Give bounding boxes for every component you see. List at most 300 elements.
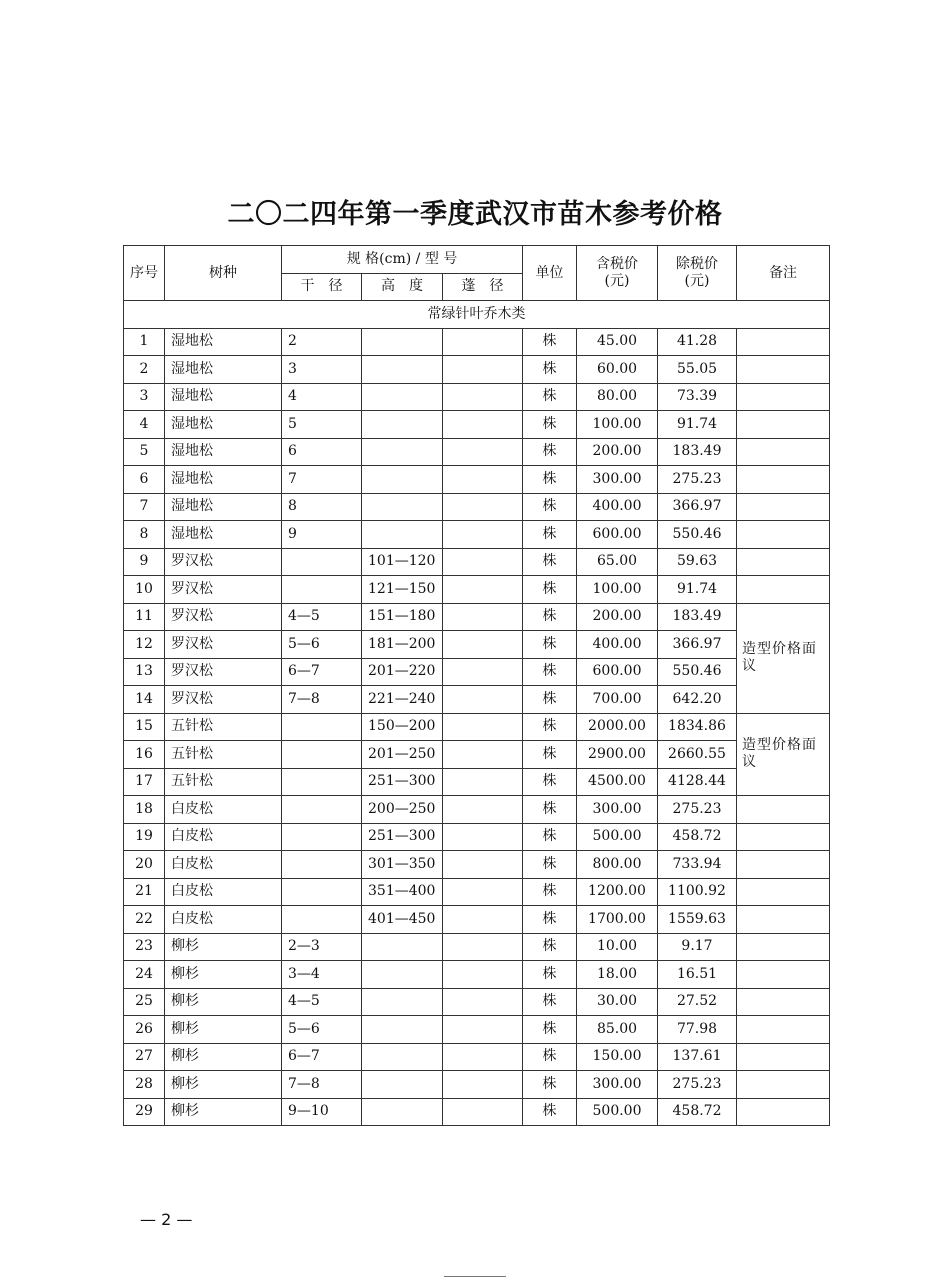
cell-species: 罗汉松: [165, 548, 282, 576]
price-table: [123, 245, 830, 1126]
cell-price-notax: 27.52: [658, 988, 737, 1016]
cell-trunk: [282, 576, 362, 604]
cell-unit: 株: [523, 493, 577, 521]
cell-crown: [443, 1016, 523, 1044]
cell-price-tax: 1200.00: [577, 878, 658, 906]
cell-price-notax: 2660.55: [658, 741, 737, 769]
cell-unit: 株: [523, 438, 577, 466]
cell-species: 白皮松: [165, 796, 282, 824]
cell-remark: [737, 438, 830, 466]
table-row: [124, 933, 830, 961]
category-label: 常绿针叶乔木类: [124, 301, 830, 329]
cell-price-notax: 275.23: [658, 1071, 737, 1099]
cell-height: 401—450: [362, 906, 443, 934]
cell-species: 湿地松: [165, 438, 282, 466]
header-remark: 备注: [737, 246, 830, 301]
cell-no: 26: [124, 1016, 165, 1044]
cell-crown: [443, 328, 523, 356]
cell-price-tax: 400.00: [577, 631, 658, 659]
cell-price-notax: 73.39: [658, 383, 737, 411]
cell-species: 湿地松: [165, 521, 282, 549]
cell-price-tax: 60.00: [577, 356, 658, 384]
header-price-notax-line1: 除税价: [676, 256, 718, 273]
cell-no: 8: [124, 521, 165, 549]
cell-trunk: 5: [282, 411, 362, 439]
cell-trunk: 9—10: [282, 1098, 362, 1126]
cell-no: 18: [124, 796, 165, 824]
cell-no: 14: [124, 686, 165, 714]
cell-price-notax: 642.20: [658, 686, 737, 714]
cell-price-notax: 458.72: [658, 823, 737, 851]
cell-unit: 株: [523, 851, 577, 879]
cell-unit: 株: [523, 823, 577, 851]
cell-price-notax: 137.61: [658, 1043, 737, 1071]
cell-unit: 株: [523, 906, 577, 934]
cell-no: 17: [124, 768, 165, 796]
cell-remark: [737, 548, 830, 576]
cell-no: 20: [124, 851, 165, 879]
cell-species: 白皮松: [165, 906, 282, 934]
table-row: [124, 356, 830, 384]
table-row: [124, 988, 830, 1016]
cell-species: 罗汉松: [165, 686, 282, 714]
header-unit: 单位: [523, 246, 577, 301]
cell-trunk: 6—7: [282, 1043, 362, 1071]
cell-price-tax: 200.00: [577, 603, 658, 631]
table-row: [124, 411, 830, 439]
table-row: [124, 328, 830, 356]
cell-price-notax: 275.23: [658, 466, 737, 494]
cell-price-notax: 1559.63: [658, 906, 737, 934]
cell-crown: [443, 1071, 523, 1099]
cell-price-notax: 1834.86: [658, 713, 737, 741]
cell-height: 151—180: [362, 603, 443, 631]
header-price-tax: [577, 246, 658, 301]
table-row: [124, 658, 830, 686]
cell-unit: 株: [523, 1071, 577, 1099]
cell-price-tax: 10.00: [577, 933, 658, 961]
cell-price-notax: 41.28: [658, 328, 737, 356]
cell-height: [362, 383, 443, 411]
header-price-notax: [658, 246, 737, 301]
cell-no: 19: [124, 823, 165, 851]
cell-price-tax: 45.00: [577, 328, 658, 356]
cell-remark: [737, 796, 830, 824]
cell-height: [362, 1071, 443, 1099]
cell-remark: [737, 356, 830, 384]
cell-unit: 株: [523, 576, 577, 604]
cell-height: 121—150: [362, 576, 443, 604]
cell-trunk: 2—3: [282, 933, 362, 961]
cell-trunk: 4: [282, 383, 362, 411]
cell-height: 101—120: [362, 548, 443, 576]
cell-height: [362, 1043, 443, 1071]
cell-trunk: [282, 906, 362, 934]
cell-trunk: 5—6: [282, 631, 362, 659]
cell-crown: [443, 658, 523, 686]
table-row: [124, 603, 830, 631]
cell-unit: 株: [523, 466, 577, 494]
cell-unit: 株: [523, 631, 577, 659]
cell-price-tax: 80.00: [577, 383, 658, 411]
cell-unit: 株: [523, 383, 577, 411]
cell-no: 5: [124, 438, 165, 466]
table-row: [124, 576, 830, 604]
cell-no: 9: [124, 548, 165, 576]
cell-unit: 株: [523, 1043, 577, 1071]
cell-remark: [737, 823, 830, 851]
cell-trunk: 7—8: [282, 686, 362, 714]
cell-no: 3: [124, 383, 165, 411]
cell-height: 201—250: [362, 741, 443, 769]
cell-price-tax: 150.00: [577, 1043, 658, 1071]
cell-price-notax: 1100.92: [658, 878, 737, 906]
cell-trunk: [282, 878, 362, 906]
cell-no: 2: [124, 356, 165, 384]
cell-unit: 株: [523, 988, 577, 1016]
cell-trunk: [282, 796, 362, 824]
cell-unit: 株: [523, 1016, 577, 1044]
cell-unit: 株: [523, 603, 577, 631]
cell-price-tax: 200.00: [577, 438, 658, 466]
cell-crown: [443, 548, 523, 576]
cell-no: 13: [124, 658, 165, 686]
price-table-body: [124, 301, 830, 1126]
cell-no: 24: [124, 961, 165, 989]
table-row: [124, 1098, 830, 1126]
cell-unit: 株: [523, 1098, 577, 1126]
cell-height: 251—300: [362, 823, 443, 851]
cell-remark: 造型价格面议: [737, 603, 830, 713]
table-row: [124, 466, 830, 494]
cell-crown: [443, 631, 523, 659]
cell-height: [362, 1016, 443, 1044]
cell-price-tax: 4500.00: [577, 768, 658, 796]
cell-no: 4: [124, 411, 165, 439]
cell-height: 201—220: [362, 658, 443, 686]
cell-height: [362, 411, 443, 439]
cell-crown: [443, 686, 523, 714]
cell-no: 23: [124, 933, 165, 961]
cell-crown: [443, 1098, 523, 1126]
cell-trunk: [282, 548, 362, 576]
cell-species: 柳杉: [165, 1071, 282, 1099]
cell-trunk: 7—8: [282, 1071, 362, 1099]
table-row: [124, 878, 830, 906]
cell-unit: 株: [523, 356, 577, 384]
cell-height: [362, 961, 443, 989]
cell-price-tax: 100.00: [577, 576, 658, 604]
cell-species: 柳杉: [165, 961, 282, 989]
cell-no: 7: [124, 493, 165, 521]
cell-trunk: 6: [282, 438, 362, 466]
cell-remark: [737, 1071, 830, 1099]
cell-unit: 株: [523, 411, 577, 439]
cell-price-notax: 366.97: [658, 631, 737, 659]
cell-unit: 株: [523, 741, 577, 769]
cell-species: 湿地松: [165, 356, 282, 384]
cell-height: 221—240: [362, 686, 443, 714]
header-row-top: [124, 246, 830, 274]
cell-price-tax: 700.00: [577, 686, 658, 714]
cell-no: 10: [124, 576, 165, 604]
table-row: [124, 383, 830, 411]
cell-species: 湿地松: [165, 411, 282, 439]
cell-remark: [737, 493, 830, 521]
cell-unit: 株: [523, 878, 577, 906]
category-row: [124, 301, 830, 329]
cell-trunk: [282, 823, 362, 851]
cell-crown: [443, 878, 523, 906]
table-row: [124, 713, 830, 741]
header-price-notax-line2: (元): [684, 273, 710, 289]
cell-height: [362, 933, 443, 961]
cell-no: 25: [124, 988, 165, 1016]
table-row: [124, 768, 830, 796]
cell-remark: [737, 1016, 830, 1044]
header-species: 树种: [165, 246, 282, 301]
cell-crown: [443, 906, 523, 934]
cell-crown: [443, 356, 523, 384]
cell-remark: [737, 576, 830, 604]
cell-no: 12: [124, 631, 165, 659]
cell-price-notax: 458.72: [658, 1098, 737, 1126]
cell-crown: [443, 796, 523, 824]
cell-remark: [737, 521, 830, 549]
cell-unit: 株: [523, 961, 577, 989]
cell-species: 柳杉: [165, 1098, 282, 1126]
cell-crown: [443, 823, 523, 851]
table-row: [124, 548, 830, 576]
cell-height: 150—200: [362, 713, 443, 741]
cell-unit: 株: [523, 933, 577, 961]
table-row: [124, 796, 830, 824]
table-row: [124, 631, 830, 659]
cell-trunk: 3: [282, 356, 362, 384]
cell-unit: 株: [523, 328, 577, 356]
cell-price-notax: 4128.44: [658, 768, 737, 796]
cell-price-tax: 300.00: [577, 466, 658, 494]
cell-price-tax: 65.00: [577, 548, 658, 576]
cell-crown: [443, 713, 523, 741]
cell-remark: [737, 851, 830, 879]
cell-price-notax: 59.63: [658, 548, 737, 576]
cell-price-notax: 275.23: [658, 796, 737, 824]
cell-price-tax: 500.00: [577, 1098, 658, 1126]
table-row: [124, 823, 830, 851]
cell-crown: [443, 1043, 523, 1071]
header-price-tax-line1: 含税价: [596, 256, 638, 273]
cell-crown: [443, 576, 523, 604]
page-title: 二〇二四年第一季度武汉市苗木参考价格: [227, 199, 723, 230]
cell-crown: [443, 988, 523, 1016]
cell-species: 湿地松: [165, 328, 282, 356]
cell-height: 200—250: [362, 796, 443, 824]
cell-no: 6: [124, 466, 165, 494]
header-no: 序号: [124, 246, 165, 301]
cell-species: 五针松: [165, 713, 282, 741]
cell-species: 五针松: [165, 741, 282, 769]
table-row: [124, 438, 830, 466]
cell-height: [362, 328, 443, 356]
cell-trunk: 4—5: [282, 988, 362, 1016]
cell-no: 27: [124, 1043, 165, 1071]
cell-price-tax: 2900.00: [577, 741, 658, 769]
cell-remark: [737, 383, 830, 411]
cell-price-tax: 300.00: [577, 1071, 658, 1099]
cell-crown: [443, 383, 523, 411]
cell-height: [362, 438, 443, 466]
cell-species: 柳杉: [165, 1016, 282, 1044]
cell-remark: [737, 878, 830, 906]
header-crown: 蓬 径: [443, 273, 523, 301]
cell-trunk: [282, 851, 362, 879]
cell-price-notax: 366.97: [658, 493, 737, 521]
cell-price-tax: 18.00: [577, 961, 658, 989]
cell-price-notax: 77.98: [658, 1016, 737, 1044]
cell-remark: [737, 328, 830, 356]
header-trunk: 干 径: [282, 273, 362, 301]
cell-price-notax: 91.74: [658, 411, 737, 439]
cell-no: 15: [124, 713, 165, 741]
cell-price-tax: 600.00: [577, 521, 658, 549]
cell-unit: 株: [523, 713, 577, 741]
cell-price-tax: 30.00: [577, 988, 658, 1016]
cell-trunk: 9: [282, 521, 362, 549]
table-row: [124, 493, 830, 521]
cell-crown: [443, 768, 523, 796]
cell-no: 11: [124, 603, 165, 631]
cell-height: 251—300: [362, 768, 443, 796]
cell-crown: [443, 961, 523, 989]
cell-species: 湿地松: [165, 493, 282, 521]
table-row: [124, 906, 830, 934]
cell-height: [362, 1098, 443, 1126]
cell-unit: 株: [523, 796, 577, 824]
cell-price-notax: 16.51: [658, 961, 737, 989]
cell-species: 湿地松: [165, 383, 282, 411]
page-number: — 2 —: [140, 1210, 193, 1229]
cell-price-tax: 600.00: [577, 658, 658, 686]
cell-trunk: 3—4: [282, 961, 362, 989]
cell-crown: [443, 933, 523, 961]
header-price-tax-line2: (元): [604, 273, 630, 289]
cell-unit: 株: [523, 768, 577, 796]
cell-price-notax: 91.74: [658, 576, 737, 604]
cell-species: 白皮松: [165, 851, 282, 879]
cell-no: 1: [124, 328, 165, 356]
cell-trunk: [282, 713, 362, 741]
cell-trunk: 7: [282, 466, 362, 494]
cell-unit: 株: [523, 521, 577, 549]
cell-height: [362, 521, 443, 549]
table-row: [124, 521, 830, 549]
cell-species: 柳杉: [165, 1043, 282, 1071]
cell-price-tax: 1700.00: [577, 906, 658, 934]
cell-trunk: 4—5: [282, 603, 362, 631]
cell-height: [362, 356, 443, 384]
cell-trunk: 5—6: [282, 1016, 362, 1044]
cell-trunk: 2: [282, 328, 362, 356]
cell-height: 301—350: [362, 851, 443, 879]
cell-price-notax: 9.17: [658, 933, 737, 961]
cell-species: 湿地松: [165, 466, 282, 494]
cell-remark: [737, 933, 830, 961]
cell-crown: [443, 466, 523, 494]
cell-species: 罗汉松: [165, 658, 282, 686]
cell-trunk: 6—7: [282, 658, 362, 686]
cell-price-notax: 183.49: [658, 438, 737, 466]
cell-price-tax: 800.00: [577, 851, 658, 879]
cell-price-tax: 2000.00: [577, 713, 658, 741]
cell-unit: 株: [523, 658, 577, 686]
cell-height: 181—200: [362, 631, 443, 659]
table-row: [124, 1071, 830, 1099]
cell-price-tax: 500.00: [577, 823, 658, 851]
cell-no: 16: [124, 741, 165, 769]
cell-height: [362, 988, 443, 1016]
cell-no: 21: [124, 878, 165, 906]
cell-species: 柳杉: [165, 988, 282, 1016]
cell-no: 28: [124, 1071, 165, 1099]
cell-trunk: 8: [282, 493, 362, 521]
cell-remark: 造型价格面议: [737, 713, 830, 796]
cell-crown: [443, 493, 523, 521]
cell-crown: [443, 603, 523, 631]
table-row: [124, 1043, 830, 1071]
cell-height: 351—400: [362, 878, 443, 906]
cell-species: 白皮松: [165, 823, 282, 851]
cell-height: [362, 493, 443, 521]
cell-crown: [443, 851, 523, 879]
cell-crown: [443, 521, 523, 549]
cell-species: 五针松: [165, 768, 282, 796]
cell-price-notax: 733.94: [658, 851, 737, 879]
table-row: [124, 851, 830, 879]
header-spec: 规 格(cm) / 型 号: [282, 246, 523, 274]
cell-price-tax: 400.00: [577, 493, 658, 521]
header-height: 高 度: [362, 273, 443, 301]
cell-species: 柳杉: [165, 933, 282, 961]
table-row: [124, 1016, 830, 1044]
cell-species: 罗汉松: [165, 603, 282, 631]
cell-species: 白皮松: [165, 878, 282, 906]
cell-species: 罗汉松: [165, 631, 282, 659]
cell-unit: 株: [523, 686, 577, 714]
cell-price-tax: 100.00: [577, 411, 658, 439]
cell-remark: [737, 1043, 830, 1071]
cell-remark: [737, 906, 830, 934]
cell-remark: [737, 988, 830, 1016]
cell-price-notax: 550.46: [658, 658, 737, 686]
cell-price-tax: 300.00: [577, 796, 658, 824]
table-row: [124, 961, 830, 989]
table-row: [124, 741, 830, 769]
cell-crown: [443, 438, 523, 466]
cell-no: 29: [124, 1098, 165, 1126]
cell-remark: [737, 961, 830, 989]
cell-price-notax: 550.46: [658, 521, 737, 549]
cell-crown: [443, 741, 523, 769]
cell-trunk: [282, 741, 362, 769]
cell-remark: [737, 466, 830, 494]
cell-remark: [737, 1098, 830, 1126]
table-row: [124, 686, 830, 714]
cell-unit: 株: [523, 548, 577, 576]
cell-no: 22: [124, 906, 165, 934]
cell-trunk: [282, 768, 362, 796]
cell-remark: [737, 411, 830, 439]
